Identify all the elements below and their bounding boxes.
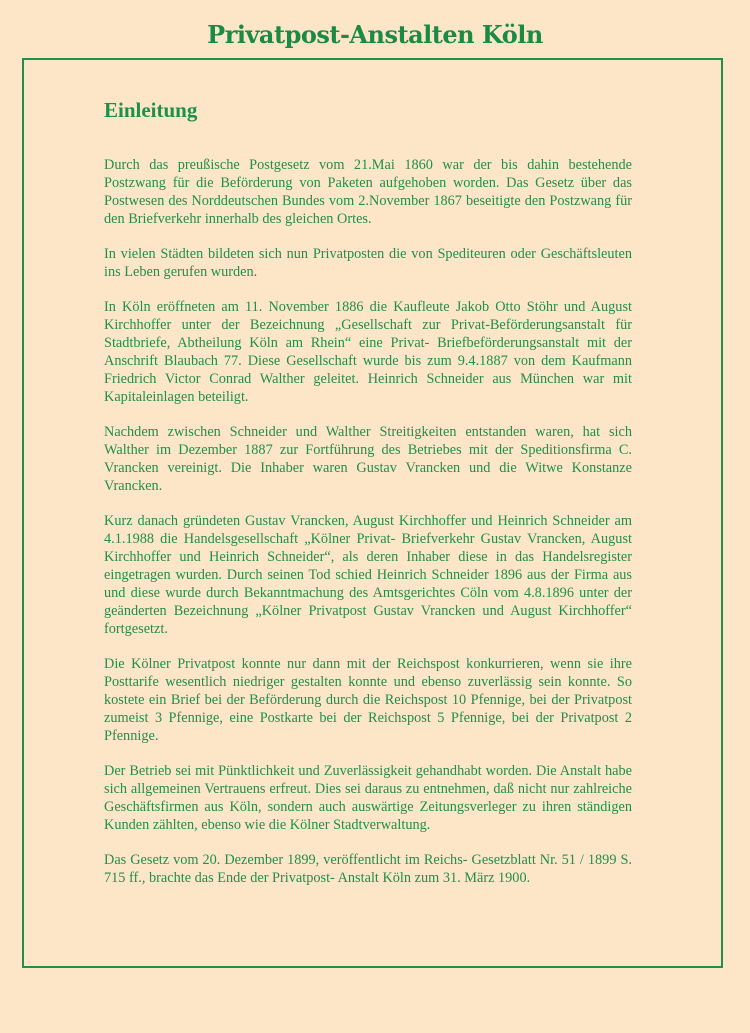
paragraph-handelsgesellschaft: Kurz danach gründeten Gustav Vrancken, August Kirchhoffer und Heinrich Schneider am 4.1.1988 die Handelsgesellschaft „Kölner Privat- Briefverkehr Gustav Vrancken, August Kirchhoffer und Heinrich Schneider“, als deren Inhaber diese in das Handelsregister eingetragen wurden. Durch seinen Tod schied Heinrich Schneider 1896 aus der Firma aus und diese wurde durch Bekanntmachung des Amtsgerichtes Cöln vom 4.8.1896 unter der geänderten Bezeichnung „Kölner Privatpost Gustav Vrancken und August Kirchhoffer“ fortgesetzt. [104, 513, 632, 637]
body-text [104, 156, 632, 904]
paragraph-gruendung: In Köln eröffneten am 11. November 1886 die Kaufleute Jakob Otto Stöhr und August Kirchhoffer unter der Bezeichnung „Gesellschaft zur Privat-Beförderungsanstalt für Stadtbriefe, Abtheilung Köln am Rhein“ eine Privat- Briefbeförderungsanstalt mit der Anschrift Blaubach 77. Diese Gesellschaft wurde bis zum 9.4.1887 von dem Kaufmann Friedrich Victor Conrad Walther geleitet. Heinrich Schneider aus München war mit Kapitaleinlagen beteiligt. [104, 299, 632, 405]
paragraph-postgesetz: Durch das preußische Postgesetz vom 21.Mai 1860 war der bis dahin bestehende Postzwang für die Beförderung von Paketen aufgehoben worden. Das Gesetz über das Postwesen des Norddeutschen Bundes vom 2.November 1867 beseitigte den Postzwang für den Briefverkehr innerhalb des gleichen Ortes. [104, 157, 632, 227]
paragraph-betrieb: Der Betrieb sei mit Pünktlichkeit und Zuverlässigkeit gehandhabt worden. Die Anstalt habe sich allgemeinen Vertrauens erfreut. Dies sei daraus zu entnehmen, daß nicht nur zahlreiche Geschäftsfirmen aus Köln, sondern auch auswärtige Zeitungsverleger zu ihren ständigen Kunden zählten, ebenso wie die Kölner Stadtverwaltung. [104, 763, 632, 833]
page-title: Privatpost-Anstalten Köln [207, 20, 543, 49]
paragraph-ende: Das Gesetz vom 20. Dezember 1899, veröffentlicht im Reichs- Gesetzblatt Nr. 51 / 1899 S. 715 ff., brachte das Ende der Privatpost- Anstalt Köln zum 31. März 1900. [104, 852, 632, 886]
section-heading: Einleitung [104, 98, 198, 122]
paragraph-privatposten: In vielen Städten bildeten sich nun Privatposten die von Spediteuren oder Geschäftsleuten ins Leben gerufen wurden. [104, 246, 632, 280]
paragraph-posttarife: Die Kölner Privatpost konnte nur dann mit der Reichspost konkurrieren, wenn sie ihre Posttarife wesentlich niedriger gestalten konnte und ebenso zuverlässig sein konnte. So kostete ein Brief bei der Beförderung durch die Reichspost 10 Pfennige, bei der Privatpost zumeist 3 Pfennige, eine Postkarte bei der Reichspost 5 Pfennige, bei der Privatpost 2 Pfennige. [104, 656, 632, 744]
paragraph-streitigkeiten: Nachdem zwischen Schneider und Walther Streitigkeiten entstanden waren, hat sich Walther im Dezember 1887 zur Fortführung des Betriebes mit der Speditionsfirma C. Vrancken vereinigt. Die Inhaber waren Gustav Vrancken und die Witwe Konstanze Vrancken. [104, 424, 632, 494]
